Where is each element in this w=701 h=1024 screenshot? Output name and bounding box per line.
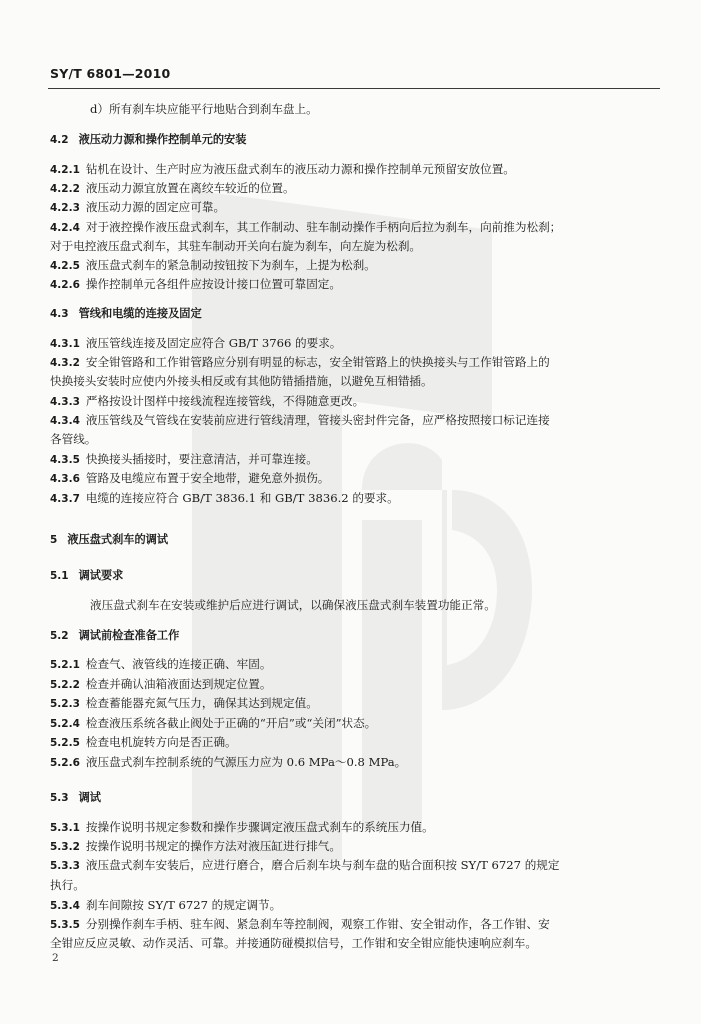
clause-5-3-5-continued: 全钳应反应灵敏、动作灵活、可靠。并接通防碰模拟信号，工作钳和安全钳应能快速响应刹车。 (50, 936, 537, 950)
clause-5-3-3: 5.3.3 液压盘式刹车安装后，应进行磨合，磨合后刹车块与刹车盘的贴合面积按 SY/T 6727 的规定 (50, 858, 560, 872)
header-rule (48, 88, 660, 89)
clause-4-3-2-continued: 快换接头安装时应使内外接头相反或有其他防错插措施，以避免互相错插。 (50, 374, 433, 388)
section-heading-4-2: 4.2 液压动力源和操作控制单元的安装 (50, 133, 247, 146)
chapter-heading-5: 5 液压盘式刹车的调试 (50, 533, 169, 546)
clause-4-3-1: 4.3.1 液压管线连接及固定应符合 GB/T 3766 的要求。 (50, 336, 342, 350)
clause-5-3-5: 5.3.5 分别操作刹车手柄、驻车阀、紧急刹车等控制阀，观察工作钳、安全钳动作，各工作钳、安 (50, 917, 550, 931)
clause-4-3-4-continued: 各管线。 (50, 432, 97, 446)
standard-code: SY/T 6801—2010 (50, 66, 171, 81)
clause-5-3-4: 5.3.4 刹车间隙按 SY/T 6727 的规定调节。 (50, 898, 282, 912)
clause-5-2-5: 5.2.5 检查电机旋转方向是否正确。 (50, 735, 237, 749)
clause-4-3-5: 4.3.5 快换接头插接时，要注意清洁，并可靠连接。 (50, 452, 318, 466)
clause-4-3-7: 4.3.7 电缆的连接应符合 GB/T 3836.1 和 GB/T 3836.2 的要求。 (50, 491, 399, 505)
clause-4-2-5: 4.2.5 液压盘式刹车的紧急制动按钮按下为刹车，上提为松刹。 (50, 258, 376, 272)
paragraph-5-1: 液压盘式刹车在安装或维护后应进行调试，以确保液压盘式刹车装置功能正常。 (90, 598, 496, 612)
clause-5-2-4: 5.2.4 检查液压系统各截止阀处于正确的“开启”或“关闭”状态。 (50, 716, 377, 730)
clause-5-3-2: 5.3.2 按操作说明书规定的操作方法对液压缸进行排气。 (50, 839, 341, 853)
clause-4-2-6: 4.2.6 操作控制单元各组件应按设计接口位置可靠固定。 (50, 277, 341, 291)
clause-5-3-1: 5.3.1 按操作说明书规定参数和操作步骤调定液压盘式刹车的系统压力值。 (50, 820, 434, 834)
clause-5-3-3-continued: 执行。 (50, 878, 85, 892)
clause-4-2-4: 4.2.4 对于液控操作液压盘式刹车，其工作制动、驻车制动操作手柄向后拉为刹车，向前推为松刹； (50, 220, 562, 234)
clause-5-2-2: 5.2.2 检查并确认油箱液面达到规定位置。 (50, 677, 272, 691)
clause-4-3-6: 4.3.6 管路及电缆应布置于安全地带，避免意外损伤。 (50, 471, 330, 485)
section-heading-5-3: 5.3 调试 (50, 791, 101, 804)
clause-4-3-2: 4.3.2 安全钳管路和工作钳管路应分别有明显的标志，安全钳管路上的快换接头与工作钳管路上的 (50, 355, 550, 369)
clause-4-2-2: 4.2.2 液压动力源宜放置在离绞车较近的位置。 (50, 181, 295, 195)
clause-4-2-1: 4.2.1 钻机在设计、生产时应为液压盘式刹车的液压动力源和操作控制单元预留安放位置。 (50, 162, 515, 176)
clause-4-2-3: 4.2.3 液压动力源的固定应可靠。 (50, 200, 226, 214)
clause-5-2-6: 5.2.6 液压盘式刹车控制系统的气源压力应为 0.6 MPa～0.8 MPa。 (50, 755, 407, 769)
section-heading-5-2: 5.2 调试前检查准备工作 (50, 629, 180, 642)
clause-5-2-1: 5.2.1 检查气、液管线的连接正确、牢固。 (50, 657, 272, 671)
section-heading-4-3: 4.3 管线和电缆的连接及固定 (50, 307, 202, 320)
clause-4-3-4: 4.3.4 液压管线及气管线在安装前应进行管线清理，管接头密封件完备，应严格按照接口标记连接 (50, 413, 550, 427)
clause-5-2-3: 5.2.3 检查蓄能器充氮气压力，确保其达到规定值。 (50, 696, 318, 710)
list-item-d: d）所有刹车块应能平行地贴合到刹车盘上。 (90, 102, 318, 116)
section-heading-5-1: 5.1 调试要求 (50, 569, 124, 582)
page-number: 2 (52, 952, 59, 964)
clause-4-2-4-continued: 对于电控液压盘式刹车，其驻车制动开关向右旋为刹车，向左旋为松刹。 (50, 239, 422, 253)
clause-4-3-3: 4.3.3 严格按设计图样中接线流程连接管线，不得随意更改。 (50, 394, 365, 408)
